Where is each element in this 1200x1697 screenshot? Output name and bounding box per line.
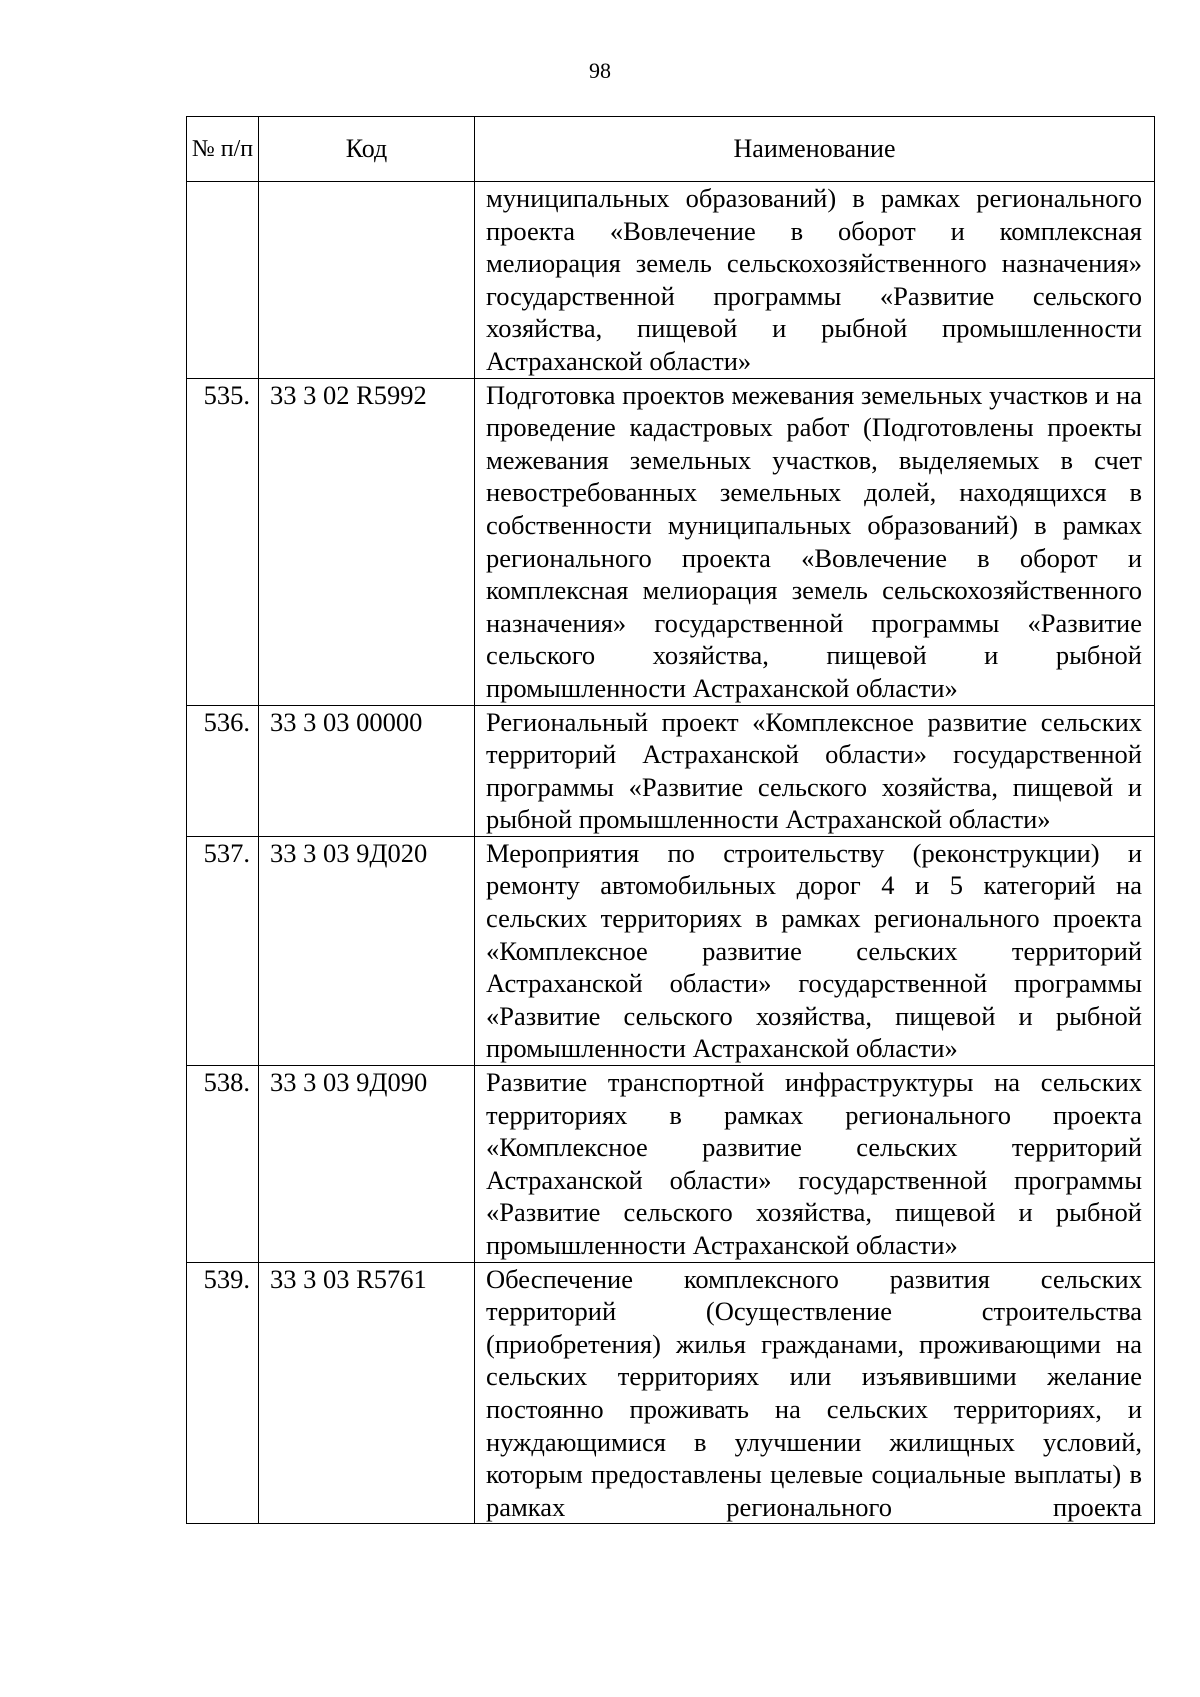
row-code-cell: 33 3 03 00000 <box>259 705 475 836</box>
page-number: 98 <box>589 58 611 83</box>
column-header-number <box>187 117 259 182</box>
row-number-cell: 539. <box>187 1262 259 1524</box>
table-row <box>187 1066 1155 1263</box>
row-code-cell <box>259 182 475 379</box>
row-number-cell <box>187 182 259 379</box>
table-header-row <box>187 117 1155 182</box>
row-name-cell: Развитие транспортной инфраструктуры на сельских территориях в рамках регионального проекта «Комплексное развитие сельских территорий Астраханской области» государственной программы «Развитие сельского хозяйства, пищевой и рыбной промышленности Астраханской области» <box>475 1066 1155 1263</box>
row-number-cell: 535. <box>187 378 259 705</box>
column-header-number-label: № п/п <box>191 136 254 162</box>
row-number-cell: 536. <box>187 705 259 836</box>
row-number-cell: 538. <box>187 1066 259 1263</box>
row-code-cell: 33 3 03 9Д020 <box>259 836 475 1065</box>
table-row <box>187 182 1155 379</box>
row-code-cell: 33 3 02 R5992 <box>259 378 475 705</box>
row-name-cell: Региональный проект «Комплексное развитие сельских территорий Астраханской области» государственной программы «Развитие сельского хозяйства, пищевой и рыбной промышленности Астраханской области» <box>475 705 1155 836</box>
budget-classification-table <box>186 116 1155 1524</box>
row-name-cell: Подготовка проектов межевания земельных участков и на проведение кадастровых работ (Подготовлены проекты межевания земельных участков, выделяемых в счет невостребованных земельных долей, находящихся в собственности муниципальных образований) в рамках регионального проекта «Вовлечение в оборот и комплексная мелиорация земель сельскохозяйственного назначения» государственной программы «Развитие сельского хозяйства, пищевой и рыбной промышленности Астраханской области» <box>475 378 1155 705</box>
table-row <box>187 836 1155 1065</box>
column-header-name: Наименование <box>475 117 1155 182</box>
table-row <box>187 378 1155 705</box>
row-name-cell: муниципальных образований) в рамках регионального проекта «Вовлечение в оборот и комплексная мелиорация земель сельскохозяйственного назначения» государственной программы «Развитие сельского хозяйства, пищевой и рыбной промышленности Астраханской области» <box>475 182 1155 379</box>
row-name-cell: Мероприятия по строительству (реконструкции) и ремонту автомобильных дорог 4 и 5 категорий на сельских территориях в рамках регионального проекта «Комплексное развитие сельских территорий Астраханской области» государственной программы «Развитие сельского хозяйства, пищевой и рыбной промышленности Астраханской области» <box>475 836 1155 1065</box>
row-code-cell: 33 3 03 9Д090 <box>259 1066 475 1263</box>
table-row <box>187 705 1155 836</box>
row-name-cell: Обеспечение комплексного развития сельских территорий (Осуществление строительства (приобретения) жилья гражданами, проживающими на сельских территориях или изъявившими желание постоянно проживать на сельских территориях, и нуждающимися в улучшении жилищных условий, которым предоставлены целевые социальные выплаты) в рамках регионального проекта <box>475 1262 1155 1524</box>
row-number-cell: 537. <box>187 836 259 1065</box>
table-row <box>187 1262 1155 1524</box>
row-code-cell: 33 3 03 R5761 <box>259 1262 475 1524</box>
column-header-code: Код <box>259 117 475 182</box>
